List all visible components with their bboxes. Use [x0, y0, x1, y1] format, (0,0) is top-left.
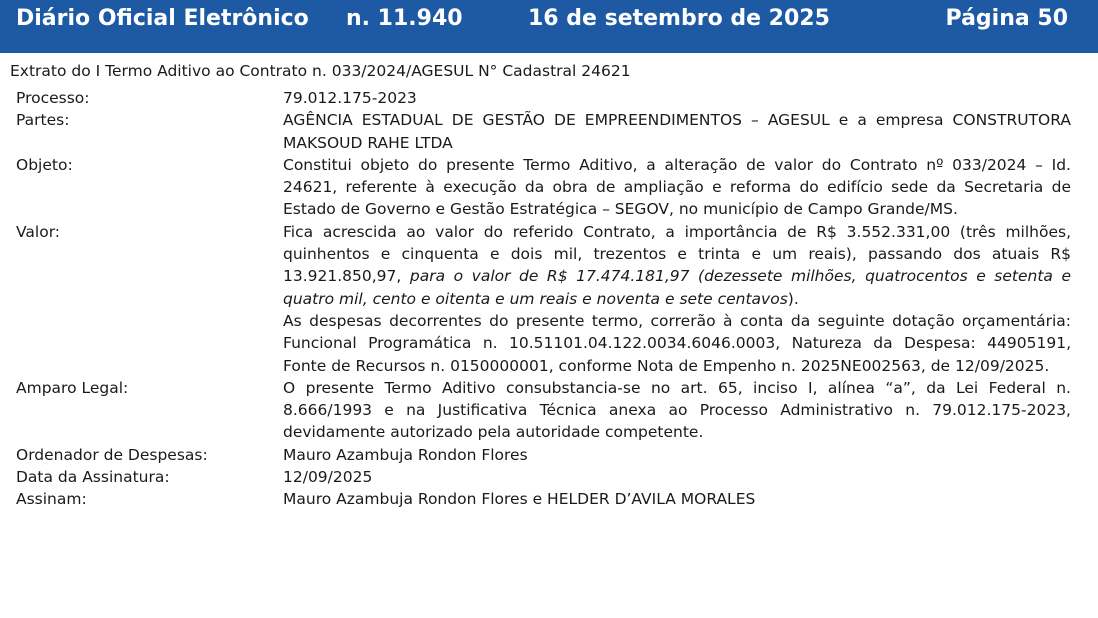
field-value: Mauro Azambuja Rondon Flores [283, 445, 528, 464]
edition-number: n. 11.940 [346, 6, 463, 31]
field-data-assinatura [16, 466, 1072, 488]
valor-new-amount: para o valor de R$ 17.474.181,97 (dezessete milhões, quatrocentos e setenta e quatro mil, cento e oitenta e um reais e noventa e sete centavos [283, 267, 1071, 308]
field-assinam [16, 488, 1072, 510]
field-ordenador [16, 444, 1072, 466]
page-number: Página 50 [945, 6, 1068, 31]
field-label: Data da Assinatura: [16, 468, 170, 487]
gazette-title: Diário Oficial Eletrônico [16, 6, 309, 31]
extract-fields [16, 87, 1072, 511]
field-value: Mauro Azambuja Rondon Flores e HELDER D’AVILA MORALES [283, 490, 756, 509]
field-partes [16, 109, 1072, 154]
document-title: Extrato do I Termo Aditivo ao Contrato n. 033/2024/AGESUL N° Cadastral 24621 [10, 62, 631, 80]
field-processo [16, 87, 1072, 109]
valor-end: ). [787, 289, 799, 308]
field-valor [16, 221, 1072, 377]
field-label: Ordenador de Despesas: [16, 445, 208, 464]
field-label: Processo: [16, 89, 90, 107]
field-value [283, 221, 1071, 377]
field-value: 12/09/2025 [283, 468, 373, 487]
despesas-paragraph: As despesas decorrentes do presente termo, correrão à conta da seguinte dotação orçamentária: Funcional Programática n. 10.51101.04.122.0034.6046.0003, Natureza da Despesa: 44905191, Fonte de Recursos n. 0150000001, conforme Nota de Empenho n. 2025NE002563, de 12/09/2025. [283, 311, 1071, 375]
field-label: Amparo Legal: [16, 378, 129, 397]
field-label: Partes: [16, 111, 70, 130]
gazette-header [0, 0, 1098, 53]
field-value: AGÊNCIA ESTADUAL DE GESTÃO DE EMPREENDIMENTOS – AGESUL e a empresa CONSTRUTORA MAKSOUD RAHE LTDA [283, 111, 1071, 152]
field-objeto [16, 154, 1072, 221]
field-label: Objeto: [16, 155, 73, 174]
valor-paragraph [283, 221, 1071, 310]
field-label: Valor: [16, 222, 61, 241]
edition-date: 16 de setembro de 2025 [528, 6, 830, 31]
field-value: Constitui objeto do presente Termo Aditivo, a alteração de valor do Contrato nº 033/2024 – Id. 24621, referente à execução da obra de ampliação e reforma do edifício sede da Secretaria de Estado de Governo e Gestão Estratégica – SEGOV, no município de Campo Grande/MS. [283, 155, 1071, 219]
field-amparo-legal [16, 377, 1072, 444]
field-value: 79.012.175-2023 [283, 89, 417, 107]
field-value: O presente Termo Aditivo consubstancia-se no art. 65, inciso I, alínea “a”, da Lei Federal n. 8.666/1993 e na Justificativa Técnica anexa ao Processo Administrativo n. 79.012.175-2023, devidamente autorizado pela autoridade competente. [283, 378, 1071, 442]
valor-text: Fica acrescida ao valor do referido Contrato, a importância de R$ 3.552.331,00 (três milhões, quinhentos e cinquenta e dois mil, trezentos e trinta e um reais), passando dos atuais R$ 13.921.850,97, [283, 222, 1071, 286]
field-label: Assinam: [16, 490, 87, 509]
